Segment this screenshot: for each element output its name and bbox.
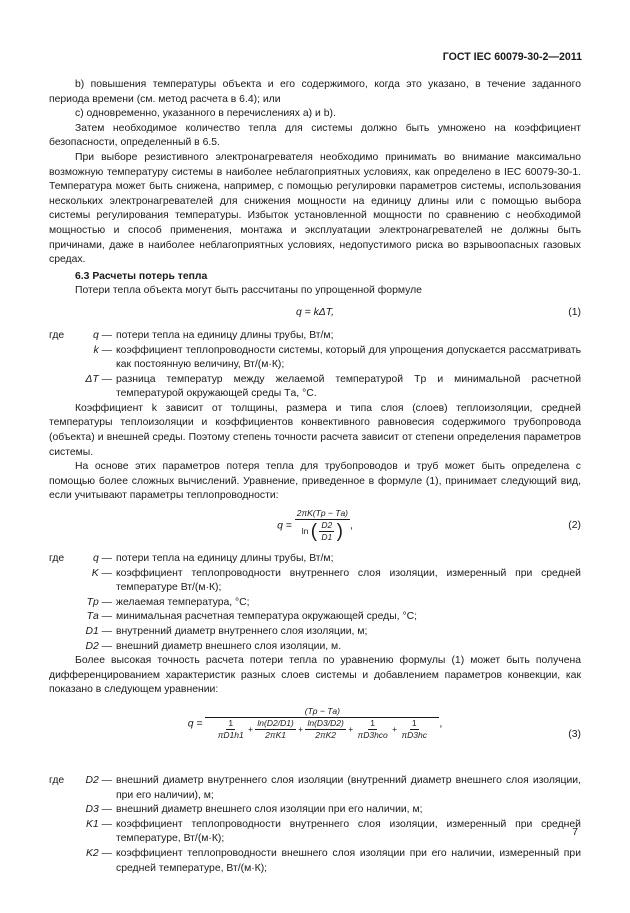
equation-3-number: (3)	[568, 728, 581, 740]
paragraph-basis: На основе этих параметров потеря тепла для трубопроводов и труб может быть определена с помощью более сложных вычислений. Уравнение, приведенное в формуле (1), принимает следующий вид, если учитывают параметры теплопроводности:	[49, 461, 581, 502]
equation-2-ratio-denominator: D1	[321, 532, 333, 543]
equation-3: q = (Tр − Tа) $\frac{1}{\pi D1h1}$ + $\frac{\ln(D2/D1)}{2\pi K1}$ + $\frac{\ln(D3/D2)}{2\pi K2}$ + $\frac{1}{\text{πD3hco}}$ + $\frac{1}{\pi D3hc}$ , (3)	[49, 698, 581, 774]
equation-2: q = 2πK(Tр − Tа) ln ( $\frac{D2}{D1}$ ) , (2)	[277, 508, 581, 543]
where-description: внешний диаметр внешнего слоя изоляции, м.	[116, 640, 342, 652]
page-number: 7	[572, 827, 578, 838]
where-symbol: K1 —	[86, 818, 112, 830]
equation-3-lhs: q =	[187, 718, 203, 730]
where-item	[49, 373, 581, 402]
equation-1-formula: q = kΔT,	[295, 306, 335, 318]
equation-2-lhs: q =	[277, 520, 292, 532]
equation-3-denominator: $\frac{1}{\pi D1h1}$ + $\frac{\ln(D2/D1)}{2\pi K1}$ + $\frac{\ln(D3/D2)}{2\pi K2}$ + $\frac{1}{\text{πD3hco}}$ + $\frac{1}{\pi D3hc}$	[217, 717, 428, 740]
equation-3-term-1-numerator: 1	[228, 717, 234, 728]
where-symbol: q —	[92, 329, 112, 341]
equation-3-fraction	[205, 706, 439, 741]
where-item	[49, 552, 581, 567]
paragraph-choice: При выборе резистивного электронагревателя необходимо принимать во внимание максимально возможную температуру системы в наиболее неблагоприятных условиях, как определено в IEC 60079-30-1. Температура может быть снижена, например, с помощью регулировки параметров системы, использования нескольких электронагревателей для снижения мощности на единицу длины или с помощью выбора системы регулирования температуры. Избыток установленной мощности по сравнению с необходимой мощностью и способ применения, монтажа и эксплуатации электронагревателей не должны быть причинами, даже в наиболее неблагоприятных условиях, недопустимого риска во взрывоопасных газовых средах.	[49, 151, 581, 266]
where-description: коэффициент теплопроводности внешнего слоя изоляции при его наличии, измеренный при средней температуре, Вт/(м·К);	[116, 847, 581, 874]
where-list-1	[49, 329, 581, 402]
equation-3-term-2-denominator: 2πK1	[265, 729, 286, 740]
where-item	[49, 774, 581, 803]
where-description: коэффициент теплопроводности внутреннего слоя изоляции, измеренный при средней температуре Вт/(м·К);	[116, 567, 581, 594]
where-item	[49, 625, 581, 640]
where-description: потери тепла на единицу длины трубы, Вт/м;	[116, 553, 334, 565]
where-symbol: Tа —	[86, 611, 112, 623]
equation-3-term-1-denominator: πD1h1	[217, 729, 244, 740]
where-symbol: D2 —	[85, 640, 112, 652]
where-description: желаемая температура, °С;	[116, 596, 250, 608]
where-description: коэффициент теплопроводности системы, который для упрощения допускается рассматривать как постоянную величину, Вт/(м·К);	[116, 344, 581, 371]
document-header: ГОСТ IEC 60079-30-2—2011	[442, 51, 582, 63]
where-symbol: K —	[91, 567, 112, 579]
equation-3-numerator: (Tр − Tа)	[205, 706, 439, 718]
where-symbol: q —	[92, 553, 112, 565]
equation-2-ln: ln	[301, 525, 309, 536]
where-description: минимальная расчетная температура окружающей среды, °С;	[116, 611, 417, 623]
equation-3-term-5-numerator: 1	[411, 717, 417, 728]
where-symbol: D1 —	[85, 626, 112, 637]
paragraph-c: c) одновременно, указанного в перечислениях a) и b).	[75, 108, 336, 120]
where-description: внутренний диаметр внутреннего слоя изоляции, м;	[116, 626, 368, 637]
equation-2-number: (2)	[568, 520, 581, 532]
paragraph-then: Затем необходимое количество тепла для системы должно быть умножено на коэффициент безопасности, определенный в 6.5.	[49, 122, 581, 149]
where-description: коэффициент теплопроводности внутреннего слоя изоляции, измеренный при средней температуре, Вт/(м·К);	[116, 818, 581, 845]
equation-3-term-4-denominator: πD3hco	[357, 729, 388, 740]
equation-3-term-5-denominator: πD3hc	[401, 729, 428, 740]
paragraph-b: b) повышения температуры объекта и его содержимого, когда это указано, в течение заданного периода времени (см. метод расчета в 6.4); или	[49, 79, 581, 105]
paragraph-coefficient: Коэффициент k зависит от толщины, размера и типа слоя (слоев) теплоизоляции, средней температуры теплоизоляции и коэффициентов конвективного равновесия содержимого трубопровода (объекта) и внешней среды. Поэтому степень точности расчета зависит от степени определения параметров системы.	[49, 402, 581, 458]
equation-3-term-4-numerator: 1	[370, 717, 376, 728]
equation-2-numerator: 2πK(Tр − Tа)	[296, 508, 348, 519]
where-item	[49, 567, 581, 596]
where-item	[49, 640, 581, 655]
where-word: где	[49, 553, 65, 565]
where-item	[49, 596, 581, 611]
where-item	[49, 803, 581, 818]
equation-1	[49, 299, 581, 329]
where-item	[49, 344, 581, 373]
where-symbol: k —	[93, 344, 112, 356]
where-description: внешний диаметр внешнего слоя изоляции при его наличии, м;	[116, 804, 423, 816]
where-item	[49, 818, 581, 847]
page-body	[49, 78, 581, 876]
where-word: где	[49, 774, 65, 786]
where-item	[49, 610, 581, 625]
where-item	[49, 847, 581, 876]
where-list-2	[49, 552, 581, 654]
where-symbol: K2 —	[86, 847, 112, 859]
equation-3-term-2-numerator: ln(D2/D1)	[257, 717, 294, 728]
equation-3-term-3-numerator: ln(D3/D2)	[307, 717, 344, 728]
where-list-3	[49, 774, 581, 876]
where-item	[49, 329, 581, 344]
where-symbol: D3 —	[85, 804, 112, 816]
where-description: разница температур между желаемой температурой Tр и минимальной расчетной температурой окружающей среды Tа, °С.	[116, 373, 581, 400]
section-heading: 6.3 Расчеты потерь тепла	[75, 270, 208, 282]
equation-1-number: (1)	[568, 306, 581, 318]
where-symbol: D2 —	[85, 774, 112, 786]
where-symbol: Tр —	[86, 596, 112, 608]
paragraph-losses: Потери тепла объекта могут быть рассчитаны по упрощенной формуле	[75, 285, 422, 297]
where-word: где	[49, 329, 65, 341]
where-symbol: ΔT —	[85, 373, 112, 385]
equation-3-term-3-denominator: 2πK2	[315, 729, 337, 740]
where-description: внешний диаметр внутреннего слоя изоляции (внутренний диаметр внешнего слоя изоляции, при его наличии), м;	[116, 774, 581, 801]
where-description: потери тепла на единицу длины трубы, Вт/м;	[116, 329, 334, 341]
paragraph-accuracy: Более высокая точность расчета потери тепла по уравнению формулы (1) может быть получена дифференцированием характеристик разных слоев системы и добавлением параметров конвекции, как показано в следующем уравнении:	[49, 655, 581, 696]
equation-2-fraction: 2πK(Tр − Tа) ln ( $\frac{D2}{D1}$ )	[296, 508, 348, 543]
equation-2-ratio-numerator: D2	[321, 520, 333, 531]
